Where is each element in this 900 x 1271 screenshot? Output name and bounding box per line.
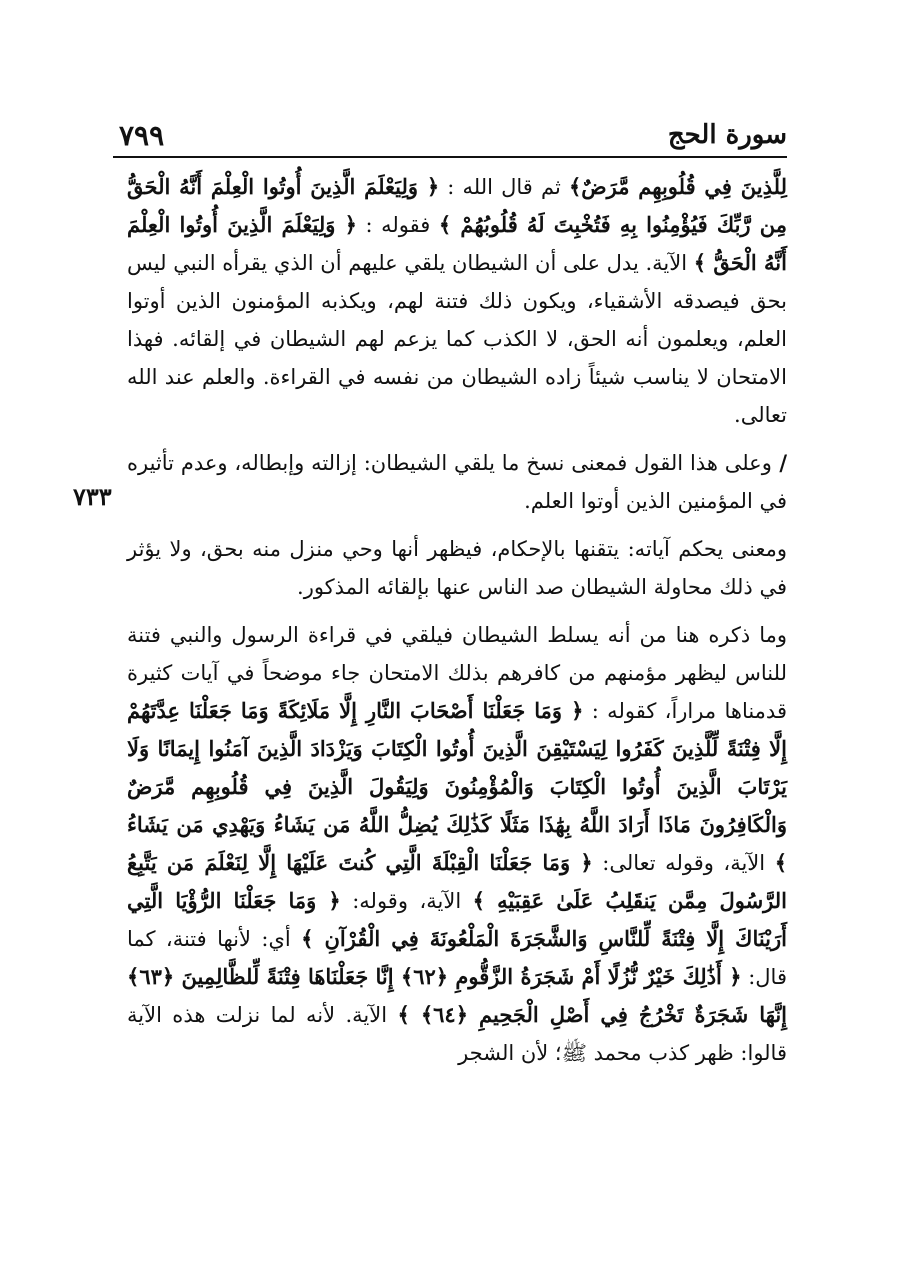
quote-bracket: ﴾ [438, 212, 452, 237]
quote-bracket: ﴿ [571, 698, 584, 723]
paragraph [127, 616, 787, 1072]
surah-title: سورة الحج [667, 120, 787, 150]
quran-quote: وَمَا جَعَلْنَا الرُّؤْيَا الَّتِي أَرَيْنَاكَ إِلَّا فِتْنَةً لِّلنَّاسِ وَالشَّجَرَةَ الْمَلْعُونَةَ فِي الْقُرْآنِ [127, 888, 788, 951]
quote-bracket: ﴾ [472, 888, 485, 913]
page-body [127, 168, 787, 1082]
paragraph [127, 444, 787, 520]
quote-bracket: ﴿ [580, 850, 593, 875]
page-header [113, 112, 787, 158]
quran-quote: وَمَا جَعَلْنَا أَصْحَابَ النَّارِ إِلَّا مَلَائِكَةً وَمَا جَعَلْنَا عِدَّتَهُمْ إِلَّا فِتْنَةً لِّلَّذِينَ كَفَرُوا لِيَسْتَيْقِنَ الَّذِينَ أُوتُوا الْكِتَابَ وَيَزْدَادَ الَّذِينَ آمَنُوا إِيمَانًا وَلَا يَرْتَابَ الَّذِينَ أُوتُوا الْكِتَابَ وَالْمُؤْمِنُونَ وَلِيَقُولَ الَّذِينَ فِي قُلُوبِهِم مَّرَضٌ وَالْكَافِرُونَ مَاذَا أَرَادَ اللَّهُ بِهَٰذَا مَثَلًا كَذَٰلِكَ يُضِلُّ اللَّهُ مَن يَشَاءُ وَيَهْدِي مَن يَشَاءُ [127, 698, 787, 837]
quote-bracket: ﴾ [568, 174, 582, 199]
body-text: وما ذكره هنا من أنه يسلط الشيطان فيلقي في قراءة الرسول والنبي فتنة للناس ليظهر مؤمنهم من كافرهم بذلك الامتحان جاء موضحاً في آيات كثيرة قدمناها مراراً، كقوله : [127, 623, 787, 723]
body-text: ثم قال الله : [439, 175, 569, 199]
quran-quote: لِلَّذِينَ فِي قُلُوبِهِم مَّرَضٌ [581, 174, 787, 199]
quote-bracket: ﴾ [774, 850, 787, 875]
quote-bracket: ﴾ [397, 1002, 410, 1027]
quran-quote: وَمَا جَعَلْنَا الْقِبْلَةَ الَّتِي كُنتَ عَلَيْهَا إِلَّا لِنَعْلَمَ مَن يَتَّبِعُ الرَّسُولَ مِمَّن يَنقَلِبُ عَلَىٰ عَقِبَيْهِ [127, 850, 788, 913]
quote-bracket: ﴾ [693, 250, 707, 275]
body-text: فقوله : [356, 213, 439, 237]
body-text: وعلى هذا القول فمعنى نسخ ما يلقي الشيطان: إزالته وإبطاله، وعدم تأثيره في المؤمنين الذين أوتوا العلم. [127, 451, 787, 513]
quote-bracket: ﴿ [426, 174, 440, 199]
body-text: أي: لأنها فتنة، كما قال: [127, 927, 787, 989]
quran-quote: أَذَٰلِكَ خَيْرٌ نُّزُلًا أَمْ شَجَرَةُ الزَّقُّومِ ﴿٦٢﴾ إِنَّا جَعَلْنَاهَا فِتْنَةً لِّلظَّالِمِينَ ﴿٦٣﴾ إِنَّهَا شَجَرَةٌ تَخْرُجُ فِي أَصْلِ الْجَحِيمِ ﴿٦٤﴾ [127, 964, 788, 1027]
page-number: ٧٩٩ [119, 119, 165, 152]
quote-bracket: ﴾ [301, 926, 314, 951]
margin-slash: / [771, 450, 787, 475]
body-text: الآية. يدل على أن الشيطان يلقي عليهم أن الذي يقرأه النبي ليس بحق فيصدقه الأشقياء، ويكون ذلك فتنة لهم، ويكذبه المؤمنون الذين أوتوا العلم، ويعلمون أنه الحق، لا الكذب كما يزعم لهم الشيطان في إلقائه. فهذا الامتحان لا يناسب شيئاً زاده الشيطان من نفسه في القراءة. والعلم عند الله تعالى. [127, 251, 787, 427]
quote-bracket: ﴿ [729, 964, 742, 989]
body-text: ومعنى يحكم آياته: يتقنها بالإحكام، فيظهر أنها وحي منزل منه بحق، ولا يؤثر في ذلك محاولة الشيطان صد الناس عنها بإلقائه المذكور. [127, 537, 787, 599]
body-text: الآية، وقوله: [340, 889, 473, 913]
quran-quote: وَلِيَعْلَمَ الَّذِينَ أُوتُوا الْعِلْمَ أَنَّهُ الْحَقُّ مِن رَّبِّكَ فَيُؤْمِنُوا بِهِ فَتُخْبِتَ لَهُ قُلُوبُهُمْ [127, 174, 787, 237]
quote-bracket: ﴿ [328, 888, 341, 913]
body-text: الآية. لأنه لما نزلت هذه الآية قالوا: ظهر كذب محمد ﷺ؛ لأن الشجر [127, 1003, 787, 1065]
paragraph [127, 168, 787, 434]
quran-quote: وَلِيَعْلَمَ الَّذِينَ أُوتُوا الْعِلْمَ أَنَّهُ الْحَقُّ [127, 212, 787, 275]
body-text: الآية، وقوله تعالى: [592, 851, 775, 875]
quote-bracket: ﴿ [344, 212, 357, 237]
paragraph [127, 530, 787, 606]
margin-page-marker: ٧٣٣ [73, 482, 112, 511]
